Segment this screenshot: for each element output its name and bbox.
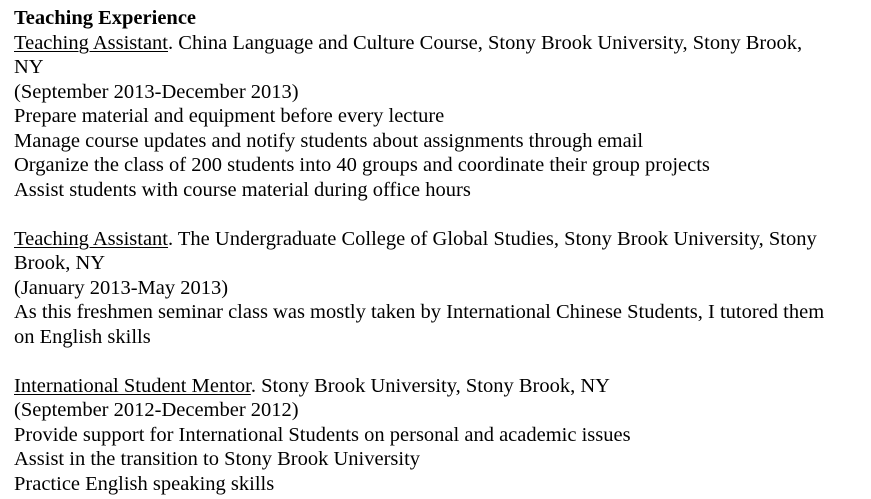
entry-header xyxy=(14,374,829,399)
detail-line: Assist students with course material during office hours xyxy=(14,178,471,201)
detail-line: Practice English speaking skills xyxy=(14,472,275,495)
experience-entry-2 xyxy=(14,227,829,350)
organization: . The Undergraduate College of Global Studies, Stony Brook University, Stony Brook, NY xyxy=(14,227,817,274)
detail-line: Manage course updates and notify students about assignments through email xyxy=(14,129,644,152)
detail-line: As this freshmen seminar class was mostly taken by International Chinese Students, I tutored them on English skills xyxy=(14,301,825,348)
detail-line: Provide support for International Students on personal and academic issues xyxy=(14,423,631,446)
experience-entry-1 xyxy=(14,31,829,203)
role-title[interactable]: Teaching Assistant xyxy=(14,31,169,54)
role-title[interactable]: Teaching Assistant xyxy=(14,227,169,250)
entry-dates: (September 2013-December 2013) xyxy=(14,80,299,103)
section-heading: Teaching Experience xyxy=(14,7,197,29)
entry-header xyxy=(14,31,829,80)
detail-line: Assist in the transition to Stony Brook University xyxy=(14,448,421,470)
organization: . Stony Brook University, Stony Brook, NY xyxy=(250,374,610,397)
organization: . China Language and Culture Course, Stony Brook University, Stony Brook, NY xyxy=(14,31,803,78)
detail-line: Organize the class of 200 students into 40 groups and coordinate their group projects xyxy=(14,154,710,176)
role-title[interactable]: International Student Mentor xyxy=(14,374,251,397)
entry-dates: (January 2013-May 2013) xyxy=(14,276,229,299)
experience-entry-3 xyxy=(14,374,829,497)
entry-dates: (September 2012-December 2012) xyxy=(14,399,299,421)
detail-line: Prepare material and equipment before every lecture xyxy=(14,105,445,127)
entry-header xyxy=(14,227,829,276)
